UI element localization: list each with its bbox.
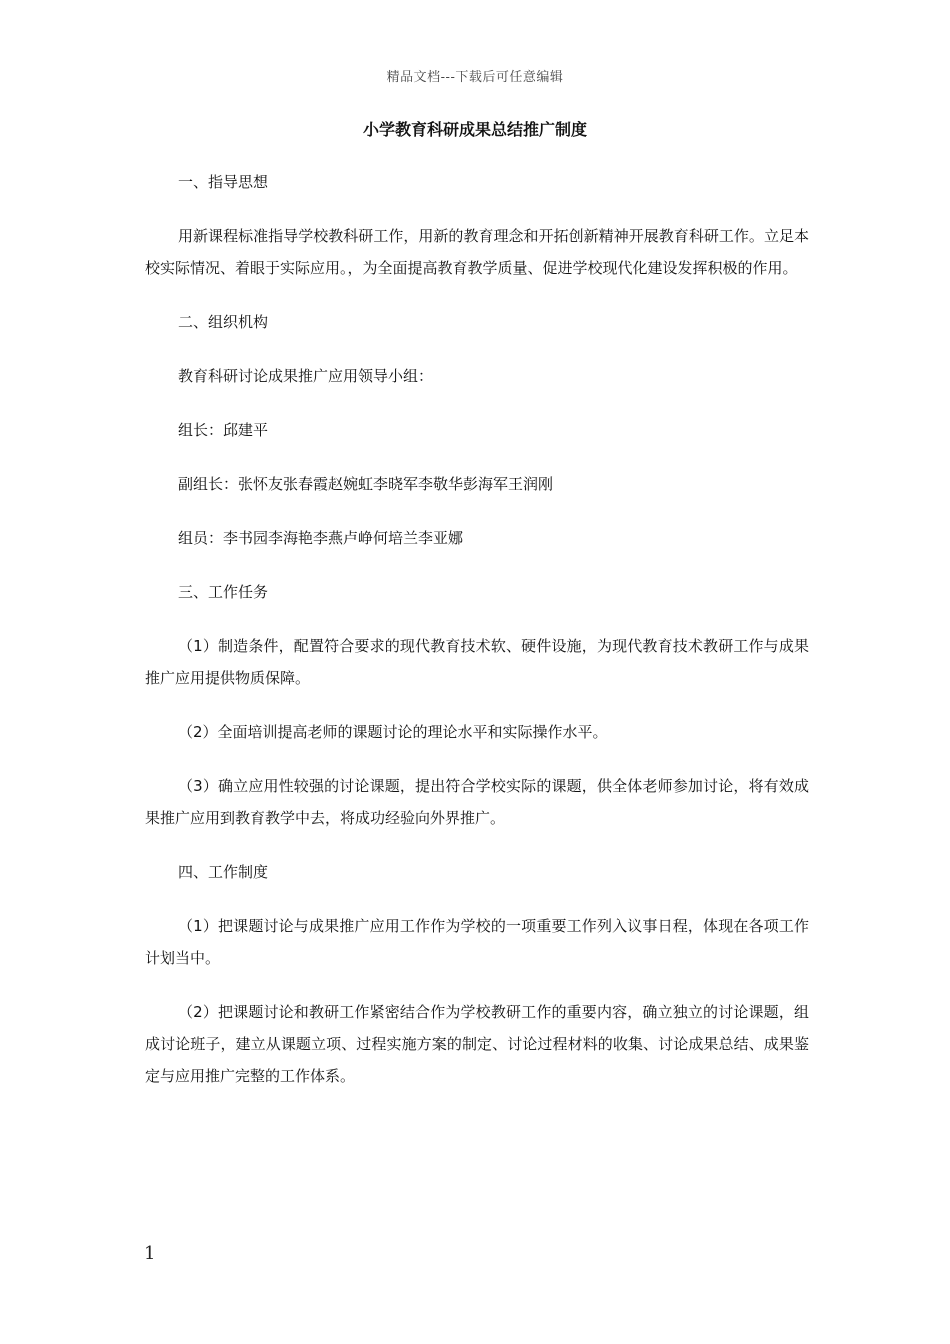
section-heading-organization: 二、组织机构 <box>178 313 269 331</box>
paragraph-rule-2: （2）把课题讨论和教研工作紧密结合作为学校教研工作的重要内容，确立独立的讨论课题，组成讨论班子，建立从课题立项、过程实施方案的制定、讨论过程材料的收集、讨论成果总结、成果鉴定与应用推广完整的工作体系。 <box>145 1003 809 1085</box>
paragraph-rule-1: （1）把课题讨论与成果推广应用工作作为学校的一项重要工作列入议事日程，体现在各项工作计划当中。 <box>145 917 809 967</box>
paragraph-task-2: （2）全面培训提高老师的课题讨论的理论水平和实际操作水平。 <box>178 723 608 741</box>
header-note: 精品文档---下载后可任意编辑 <box>386 70 564 85</box>
paragraph-group-leader: 组长：邱建平 <box>178 421 269 439</box>
paragraph-group-members: 组员：李书园李海艳李燕卢峥何培兰李亚娜 <box>178 529 464 547</box>
paragraph-leading-group: 教育科研讨论成果推广应用领导小组： <box>178 367 434 385</box>
paragraph-task-1: （1）制造条件，配置符合要求的现代教育技术软、硬件设施，为现代教育技术教研工作与成果推广应用提供物质保障。 <box>145 637 809 687</box>
document-title: 小学教育科研成果总结推广制度 <box>362 120 587 139</box>
paragraph-guiding-idea: 用新课程标准指导学校教科研工作，用新的教育理念和开拓创新精神开展教育科研工作。立足本校实际情况、着眼于实际应用。，为全面提高教育教学质量、促进学校现代化建设发挥积极的作用。 <box>145 227 809 277</box>
section-heading-guiding-idea: 一、指导思想 <box>178 173 269 191</box>
document-body <box>145 166 809 1114</box>
section-heading-rules: 四、工作制度 <box>178 863 269 881</box>
page-number: 1 <box>144 1243 156 1264</box>
paragraph-task-3: （3）确立应用性较强的讨论课题，提出符合学校实际的课题，供全体老师参加讨论，将有效成果推广应用到教育教学中去，将成功经验向外界推广。 <box>145 777 809 827</box>
section-heading-tasks: 三、工作任务 <box>178 583 269 601</box>
paragraph-deputy-leaders: 副组长：张怀友张春霞赵婉虹李晓军李敬华彭海军王润刚 <box>178 475 554 493</box>
